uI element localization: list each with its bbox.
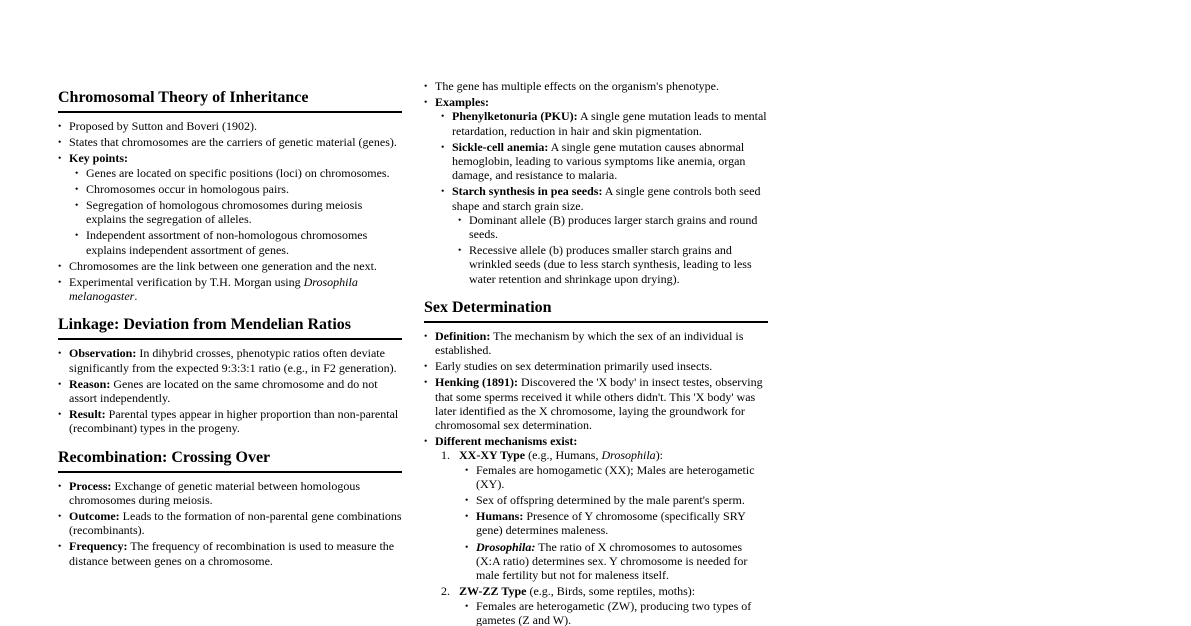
list-item	[441, 184, 768, 285]
bullet-marker: •	[75, 168, 79, 179]
list-item	[75, 166, 402, 180]
text-segment: Segregation of homologous chromosomes during meiosis explains the segregation of alleles.	[86, 198, 363, 227]
text-segment: Reason:	[69, 376, 111, 391]
text-segment: The frequency of recombination is used to measure the distance between genes on a chromosome.	[69, 539, 395, 568]
bullet-marker: •	[75, 201, 79, 212]
bullet-marker: •	[58, 261, 62, 272]
list	[441, 109, 768, 285]
list	[75, 166, 402, 257]
bullet-marker: •	[58, 512, 62, 523]
text-segment: A single gene controls both seed shape and starch grain size.	[452, 184, 761, 213]
text-segment: (e.g., Humans,	[525, 448, 602, 463]
text-segment: Discovered the 'X body' in insect testes, observing that some sperms received it while others didn't. This 'X body' was later identified as the X chromosome, laying the groundwork for chromosomal sex determination.	[435, 375, 763, 433]
list-item	[465, 509, 768, 537]
bullet-marker: •	[424, 437, 428, 448]
text-segment: Females are homogametic (XX); Males are heterogametic (XY).	[476, 462, 755, 491]
text-segment: In dihybrid crosses, phenotypic ratios often deviate significantly from the expected 9:3:3:1 ratio (e.g., in F2 generation).	[69, 346, 397, 375]
number-marker: 2.	[441, 584, 450, 599]
bullet-marker: •	[58, 542, 62, 553]
text-segment: Leads to the formation of non-parental gene combinations (recombinants).	[69, 509, 402, 538]
text-segment: Chromosomes are the link between one generation and the next.	[69, 258, 377, 273]
list	[424, 329, 768, 626]
text-segment: Phenylketonuria (PKU):	[452, 109, 578, 124]
bullet-marker: •	[465, 465, 469, 476]
bullet-marker: •	[58, 154, 62, 165]
list-item	[465, 463, 768, 491]
text-segment: Exchange of genetic material between homologous chromosomes during meiosis.	[69, 478, 361, 507]
text-segment: Starch synthesis in pea seeds:	[452, 184, 603, 199]
text-segment: Experimental verification by T.H. Morgan using	[69, 275, 304, 290]
list-item	[58, 377, 402, 405]
list-item	[75, 198, 402, 226]
list-item	[58, 259, 402, 273]
bullet-marker: •	[458, 246, 462, 257]
bullet-marker: •	[465, 601, 469, 612]
number-marker: 1.	[441, 448, 450, 463]
bullet-marker: •	[441, 112, 445, 123]
list-item	[75, 182, 402, 196]
list-item	[441, 584, 768, 626]
section-heading: Linkage: Deviation from Mendelian Ratios	[58, 315, 402, 340]
list	[465, 463, 768, 583]
list-item	[465, 599, 768, 626]
bullet-marker: •	[58, 278, 62, 289]
text-segment: Drosophila:	[476, 539, 536, 554]
list	[58, 346, 402, 435]
text-segment: The ratio of X chromosomes to autosomes (X:A ratio) determines sex. Y chromosome is needed for male fertility but not for maleness itself.	[476, 539, 748, 583]
text-segment: Drosophila	[601, 448, 656, 463]
bullet-marker: •	[441, 187, 445, 198]
list-item	[424, 79, 768, 93]
text-segment: Chromosomes occur in homologous pairs.	[86, 181, 289, 196]
text-segment: ):	[655, 448, 664, 463]
list-item	[424, 434, 768, 626]
text-segment: Drosophila melanogaster	[69, 275, 358, 304]
list-item	[75, 228, 402, 256]
list-item	[58, 119, 402, 133]
bullet-marker: •	[58, 379, 62, 390]
document-columns	[58, 79, 768, 626]
text-segment: XX-XY Type	[459, 448, 526, 463]
text-segment: A single gene mutation leads to mental retardation, reduction in hair and skin pigmentation.	[452, 109, 767, 138]
bullet-marker: •	[58, 410, 62, 421]
bullet-marker: •	[424, 362, 428, 373]
section-heading: Recombination: Crossing Over	[58, 448, 402, 473]
bullet-marker: •	[424, 82, 428, 92]
bullet-marker: •	[75, 184, 79, 195]
text-segment: Early studies on sex determination primarily used insects.	[435, 359, 713, 374]
text-segment: States that chromosomes are the carriers of genetic material (genes).	[69, 135, 397, 150]
text-segment: Humans:	[476, 509, 524, 524]
list-item	[441, 448, 768, 582]
bullet-marker: •	[424, 98, 428, 109]
text-segment: Outcome:	[69, 509, 120, 524]
text-segment: Frequency:	[69, 539, 128, 554]
text-segment: A single gene mutation causes abnormal hemoglobin, leading to various symptoms like anemia, organ damage, and resistance to malaria.	[452, 139, 746, 183]
list-item	[424, 329, 768, 357]
text-segment: ZW-ZZ Type	[459, 584, 527, 599]
bullet-marker: •	[465, 512, 469, 523]
bullet-marker: •	[458, 215, 462, 226]
text-segment: Sex of offspring determined by the male parent's sperm.	[476, 493, 745, 508]
text-segment: Genes are located on specific positions (loci) on chromosomes.	[86, 165, 390, 180]
text-segment: Dominant allele (B) produces larger starch grains and round seeds.	[469, 212, 758, 242]
text-segment: The gene has multiple effects on the organism's phenotype.	[435, 79, 719, 93]
list-item	[424, 359, 768, 373]
text-segment: Females are heterogametic (ZW), producing two types of gametes (Z and W).	[476, 598, 752, 626]
bullet-marker: •	[465, 496, 469, 507]
text-segment: Result:	[69, 407, 106, 422]
bullet-marker: •	[424, 331, 428, 342]
list-item	[424, 95, 768, 286]
list-item	[441, 140, 768, 183]
text-segment: Presence of Y chromosome (specifically SRY gene) determines maleness.	[476, 509, 746, 538]
bullet-marker: •	[58, 481, 62, 492]
list-item	[58, 479, 402, 507]
list-item	[58, 509, 402, 537]
list	[58, 479, 402, 568]
text-segment: Proposed by Sutton and Boveri (1902).	[69, 119, 257, 133]
list-item	[58, 407, 402, 435]
text-segment: .	[134, 289, 138, 304]
list-item	[458, 243, 768, 286]
bullet-marker: •	[58, 122, 62, 132]
bullet-marker: •	[75, 231, 79, 242]
list-item	[58, 151, 402, 256]
bullet-marker: •	[424, 378, 428, 389]
text-segment: Henking (1891):	[435, 375, 519, 390]
list-item	[441, 109, 768, 137]
bullet-marker: •	[441, 142, 445, 153]
section-heading: Sex Determination	[424, 298, 768, 323]
text-segment: Observation:	[69, 346, 137, 361]
list-item	[58, 275, 402, 303]
list-item	[58, 539, 402, 567]
column-left	[58, 79, 402, 626]
text-segment: Independent assortment of non-homologous chromosomes explains independent assortment of genes.	[86, 228, 368, 257]
text-segment: Process:	[69, 478, 112, 493]
list	[465, 599, 768, 626]
text-segment: Key points:	[69, 151, 129, 166]
bullet-marker: •	[58, 138, 62, 149]
text-segment: Recessive allele (b) produces smaller starch grains and wrinkled seeds (due to less starch synthesis, leading to less water retention and shrinkage upon drying).	[469, 243, 752, 286]
text-segment: Parental types appear in higher proportion than non-parental (recombinant) types in the progeny.	[69, 407, 399, 436]
list-item	[465, 540, 768, 583]
list	[424, 79, 768, 286]
bullet-marker: •	[465, 542, 469, 553]
list-item	[458, 213, 768, 241]
list	[441, 448, 768, 626]
list	[58, 119, 402, 303]
text-segment: Definition:	[435, 328, 491, 343]
list-item	[58, 135, 402, 149]
list-item	[465, 493, 768, 507]
text-segment: The mechanism by which the sex of an individual is established.	[435, 328, 744, 358]
text-segment: Examples:	[435, 95, 489, 110]
text-segment: Sickle-cell anemia:	[452, 139, 549, 154]
column-right	[424, 79, 768, 626]
list-item	[58, 346, 402, 374]
bullet-marker: •	[58, 349, 62, 360]
section-heading: Chromosomal Theory of Inheritance	[58, 88, 402, 113]
list	[458, 213, 768, 286]
text-segment: Different mechanisms exist:	[435, 434, 578, 449]
text-segment: Genes are located on the same chromosome and do not assort independently.	[69, 376, 378, 406]
text-segment: (e.g., Birds, some reptiles, moths):	[526, 584, 696, 599]
list-item	[424, 375, 768, 432]
